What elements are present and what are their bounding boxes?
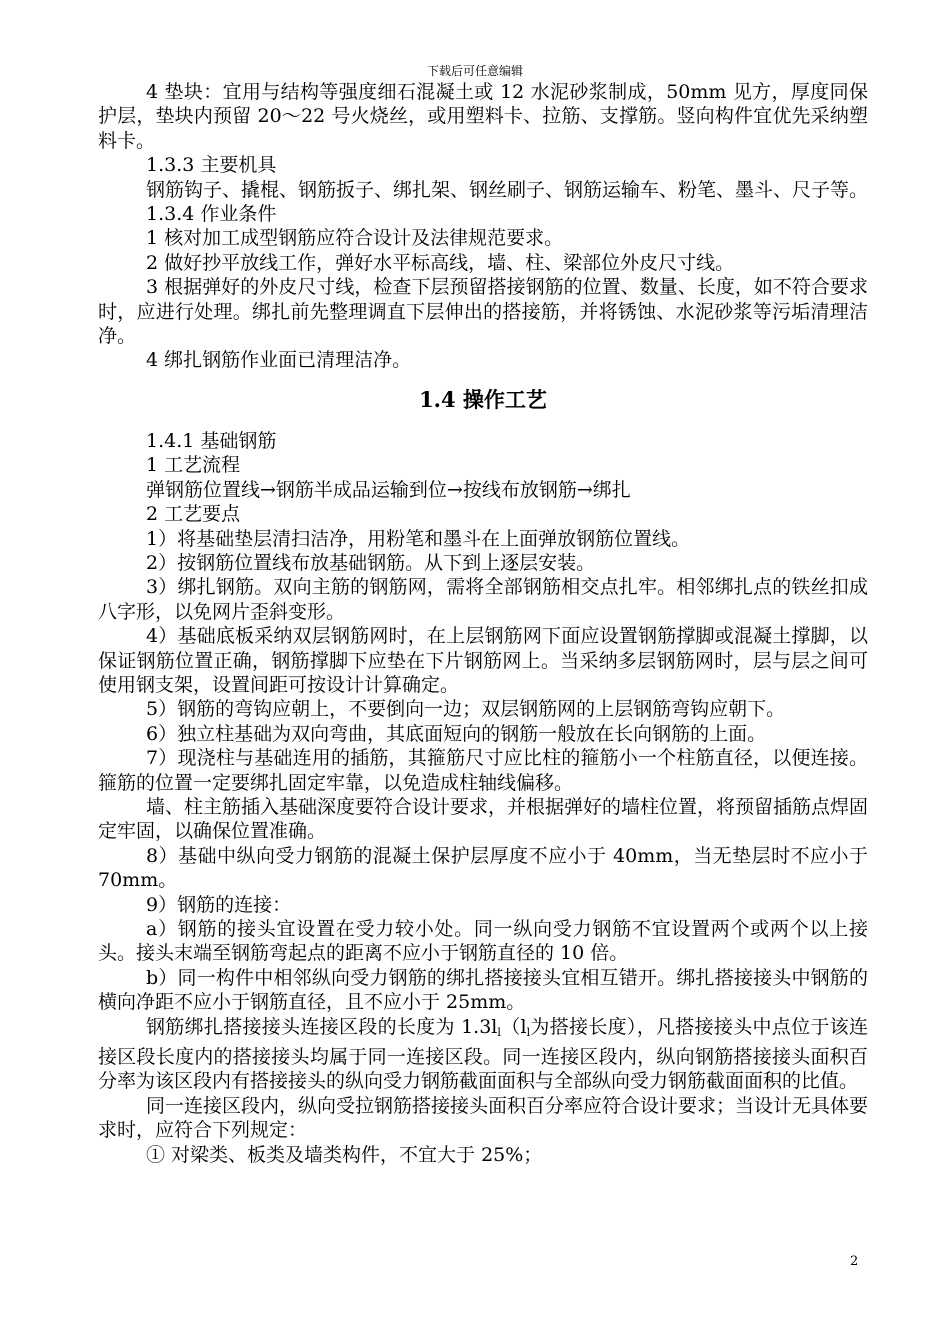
subscript: l — [526, 1025, 531, 1039]
paragraph: 同一连接区段内，纵向受拉钢筋搭接接头面积百分率应符合设计要求；当设计无具体要求时，应符合下列规定： — [98, 1094, 869, 1142]
paragraph: 钢筋钩子、撬棍、钢筋扳子、绑扎架、钢丝刷子、钢筋运输车、粉笔、墨斗、尺子等。 — [146, 178, 869, 201]
paragraph: 4 垫块：宜用与结构等强度细石混凝土或 12 水泥砂浆制成，50mm 见方，厚度同保护层，垫块内预留 20～22 号火烧丝，或用塑料卡、拉筋、支撑筋。竖向构件宜优先采纳塑料卡。 — [98, 81, 868, 152]
section-heading-1-4-1: 1.4.1 基础钢筋 — [146, 429, 277, 452]
section-heading-1-3-3: 1.3.3 主要机具 — [146, 154, 277, 177]
list-item: 2）按钢筋位置线布放基础钢筋。从下到上逐层安装。 — [146, 551, 596, 574]
list-item: 1 核对加工成型钢筋应符合设计及法律规范要求。 — [146, 227, 564, 250]
list-item: ① 对梁类、板类及墙类构件，不宜大于 25%； — [146, 1143, 543, 1166]
list-item: 4）基础底板采纳双层钢筋网时，在上层钢筋网下面应设置钢筋撑脚或混凝土撑脚，以保证钢筋位置正确，钢筋撑脚下应垫在下片钢筋网上。当采纳多层钢筋网时，层与层之间可使用钢支架，设置间距可按设计计算确定。 — [98, 625, 868, 696]
paragraph: 墙、柱主筋插入基础深度要符合设计要求，并根据弹好的墙柱位置，将预留插筋点焊固定牢固，以确保位置准确。 — [98, 795, 869, 843]
section-title-1-4: 1.4 操作工艺 — [419, 386, 547, 412]
list-item: 4 绑扎钢筋作业面已清理洁净。 — [146, 349, 412, 372]
list-item: 7）现浇柱与基础连用的插筋，其箍筋尺寸应比柱的箍筋小一个柱筋直径，以便连接。箍筋的位置一定要绑扎固定牢靠，以免造成柱轴线偏移。 — [98, 747, 868, 794]
section-heading-1-3-4: 1.3.4 作业条件 — [146, 203, 277, 226]
text-run: 为搭接长度），凡搭接接头中点位于该连接区段长度内的搭接接头均属于同一连接区段。同一连接区段内，纵向钢筋搭接接头面积百分率为该区段内有搭接接头的纵向受力钢筋截面面积与全部纵向受力钢筋截面面积的比值。 — [98, 1015, 868, 1093]
list-item: a）钢筋的接头宜设置在受力较小处。同一纵向受力钢筋不宜设置两个或两个以上接头。接头末端至钢筋弯起点的距离不应小于钢筋直径的 10 倍。 — [98, 918, 868, 965]
list-item: 3 根据弹好的外皮尺寸线，检查下层预留搭接钢筋的位置、数量、长度，如不符合要求时，应进行处理。绑扎前先整理调直下层伸出的搭接筋，并将锈蚀、水泥砂浆等污垢清理洁净。 — [98, 276, 868, 348]
text-run: （l — [500, 1015, 527, 1038]
list-item: 2 工艺要点 — [146, 503, 241, 526]
process-flow: 弹钢筋位置线→钢筋半成品运输到位→按线布放钢筋→绑扎 — [146, 478, 631, 501]
document-body — [98, 80, 868, 1167]
list-item: 9）钢筋的连接： — [146, 893, 292, 916]
list-item: 1 工艺流程 — [146, 454, 241, 477]
list-item: 2 做好抄平放线工作，弹好水平标高线，墙、柱、梁部位外皮尺寸线。 — [146, 251, 735, 274]
list-item: 6）独立柱基础为双向弯曲，其底面短向的钢筋一般放在长向钢筋的上面。 — [146, 722, 767, 745]
paragraph — [98, 1015, 868, 1094]
list-item: b）同一构件中相邻纵向受力钢筋的绑扎搭接接头宜相互错开。绑扎搭接接头中钢筋的横向净距不应小于钢筋直径，且不应小于 25mm。 — [98, 966, 868, 1014]
page-header: 下载后可任意编辑 — [426, 64, 523, 78]
text-run: 钢筋绑扎搭接接头连接区段的长度为 1.3l — [146, 1015, 498, 1038]
list-item: 5）钢筋的弯钩应朝上，不要倒向一边；双层钢筋网的上层钢筋弯钩应朝下。 — [146, 698, 786, 721]
subscript: l — [497, 1025, 501, 1039]
page-number: 2 — [850, 1254, 859, 1269]
list-item: 3）绑扎钢筋。双向主筋的钢筋网，需将全部钢筋相交点扎牢。相邻绑扎点的铁丝扣成八字形，以免网片歪斜变形。 — [98, 576, 868, 623]
list-item: 1）将基础垫层清扫洁净，用粉笔和墨斗在上面弹放钢筋位置线。 — [146, 527, 691, 550]
list-item: 8）基础中纵向受力钢筋的混凝土保护层厚度不应小于 40mm，当无垫层时不应小于 70mm。 — [98, 844, 868, 892]
